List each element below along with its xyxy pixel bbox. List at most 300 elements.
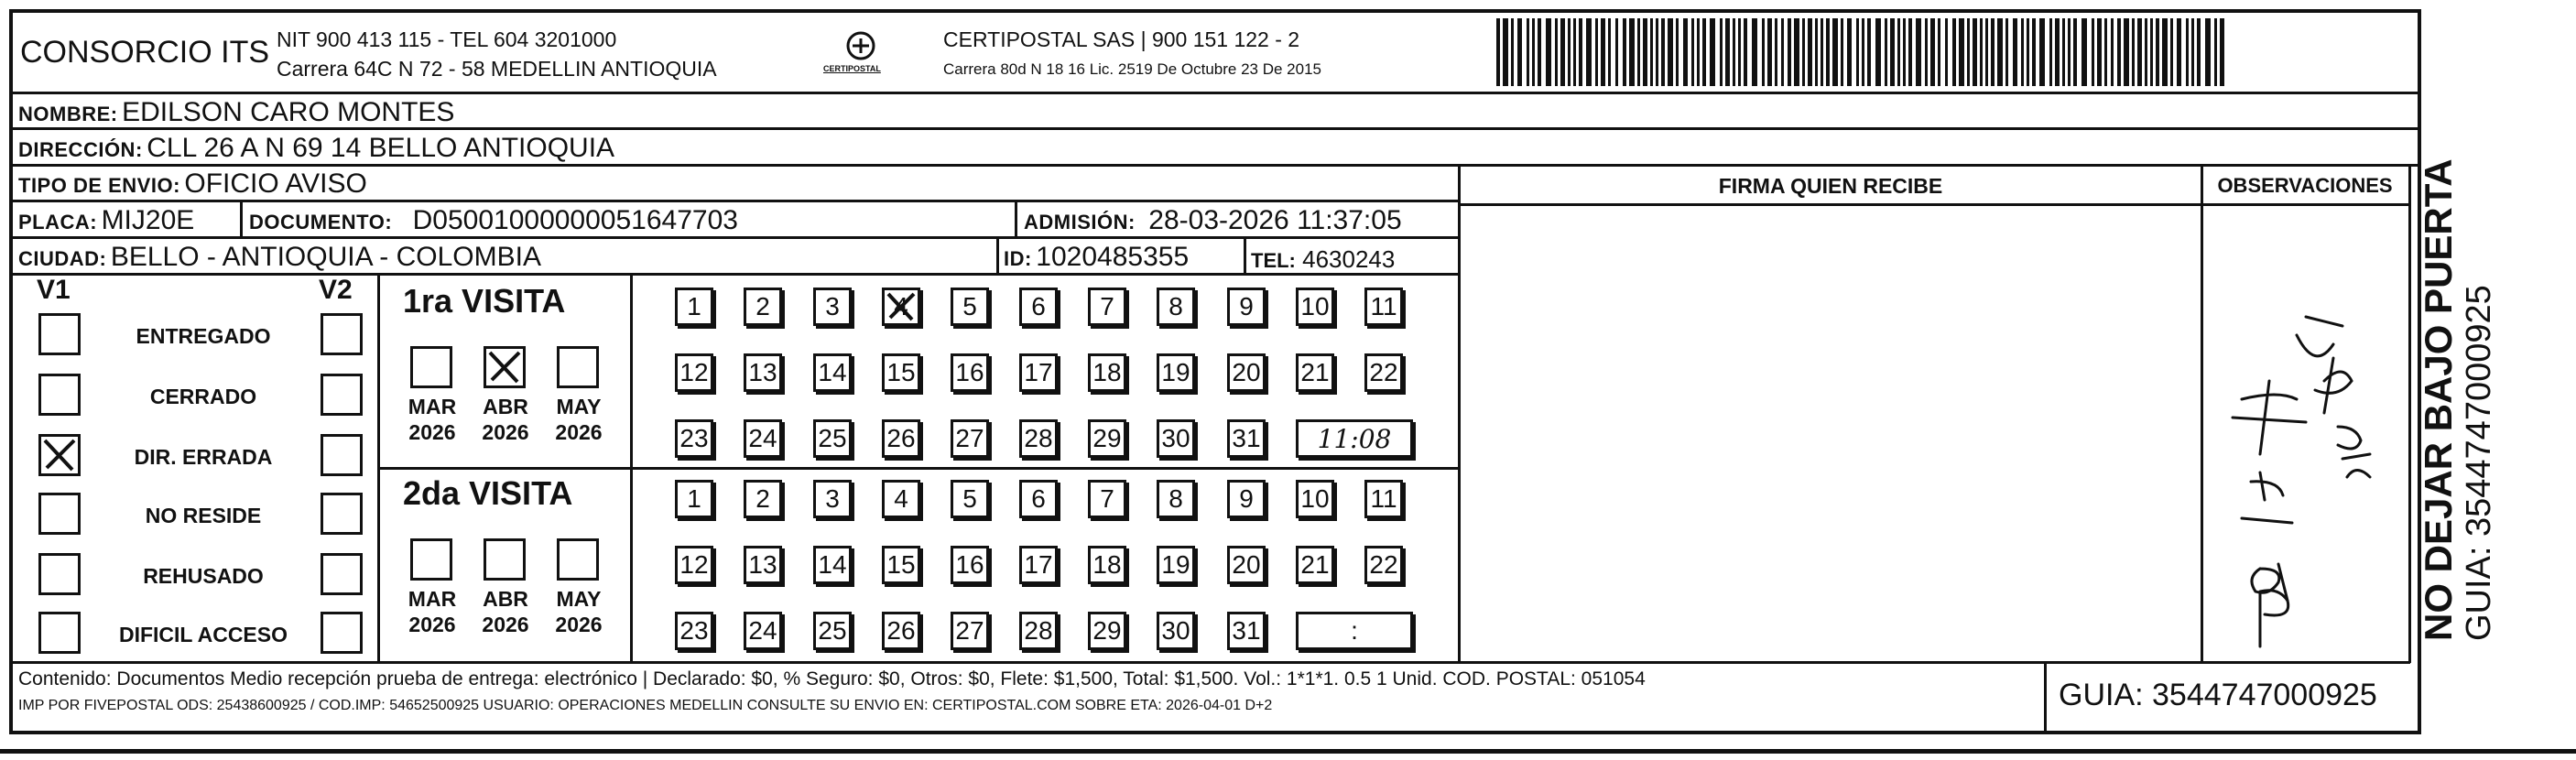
footer-line-2: IMP POR FIVEPOSTAL ODS: 25438600925 / COD.IMP: 54652500925 USUARIO: OPERACIONES MEDELLIN CONSULTE SU ENVIO EN: CERTIPOSTAL.COM SOBRE ETA: 2026-04-01 D+2 (18, 698, 1273, 713)
month-checkbox[interactable] (557, 538, 599, 581)
day-number: 8 (1168, 292, 1183, 320)
barcode-bar (1503, 18, 1508, 86)
month-year: 2026 (408, 613, 456, 636)
day-box[interactable] (882, 288, 920, 326)
barcode-bar (1573, 18, 1576, 86)
barcode-bar (2073, 18, 2077, 86)
footer-guia: GUIA: 3544747000925 (2059, 678, 2377, 712)
nombre-value: EDILSON CARO MONTES (122, 97, 455, 127)
barcode-bar (1997, 18, 2003, 86)
status-v1-checkbox[interactable] (38, 553, 81, 595)
day-box[interactable] (1019, 288, 1058, 326)
barcode-bar (1908, 18, 1912, 86)
day-box[interactable] (675, 480, 713, 518)
day-number: 27 (955, 424, 984, 452)
barcode-bar (2039, 18, 2045, 86)
day-number: 11 (1370, 484, 1397, 513)
barcode-bar (1847, 18, 1852, 86)
barcode-bar (1875, 18, 1881, 86)
barcode-bar (2177, 18, 2181, 86)
id-row (1004, 242, 1189, 273)
nombre-row (18, 97, 454, 128)
day-number: 11 (1370, 292, 1397, 320)
certipostal-line-2: Carrera 80d N 18 16 Lic. 2519 De Octubre 23 De 2015 (943, 60, 1321, 78)
month-checkbox[interactable] (557, 346, 599, 388)
day-box[interactable] (1019, 612, 1058, 650)
barcode-bar (1925, 18, 1928, 86)
day-box[interactable] (1019, 353, 1058, 392)
day-box[interactable] (813, 480, 852, 518)
day-number: 21 (1300, 550, 1330, 579)
day-box[interactable] (1227, 288, 1266, 326)
day-box[interactable] (1019, 419, 1058, 458)
barcode-bar (1945, 18, 1948, 86)
month-name: MAY (556, 395, 602, 418)
barcode-bar (1738, 18, 1741, 86)
day-number: 18 (1092, 358, 1122, 386)
barcode-bar (1794, 18, 1799, 86)
day-number: 14 (818, 550, 847, 579)
day-box[interactable] (1296, 546, 1334, 584)
day-number: 28 (1024, 616, 1053, 645)
barcode-bar (1991, 18, 1994, 86)
day-box[interactable] (882, 612, 920, 650)
day-box[interactable] (882, 546, 920, 584)
visit-separator (379, 467, 1458, 470)
day-number: 15 (886, 550, 916, 579)
day-box[interactable] (951, 353, 989, 392)
month-label (476, 394, 535, 445)
day-number: 4 (894, 292, 908, 320)
status-v2-checkbox[interactable] (321, 374, 363, 416)
day-box[interactable] (1364, 546, 1403, 584)
status-label: DIR. ERRADA (134, 445, 273, 469)
day-box[interactable] (1088, 612, 1126, 650)
day-number: 20 (1232, 550, 1261, 579)
barcode-bar (1691, 18, 1694, 86)
barcode-bar (2162, 18, 2168, 86)
rule-header (11, 92, 2419, 94)
day-box[interactable] (675, 612, 713, 650)
day-box[interactable] (1157, 612, 1195, 650)
status-v1-checkbox[interactable] (38, 434, 81, 476)
day-box[interactable] (813, 612, 852, 650)
day-number: 7 (1100, 292, 1114, 320)
barcode-bar (1546, 18, 1551, 86)
month-label (549, 394, 608, 445)
documento-value: D05001000000051647703 (412, 205, 738, 235)
side-text (2418, 92, 2498, 641)
day-number: 19 (1161, 358, 1190, 386)
day-box[interactable] (1019, 546, 1058, 584)
obs-left-border (2201, 165, 2203, 663)
ciudad-row (18, 242, 541, 273)
day-number: 1 (687, 484, 701, 513)
direccion-value: CLL 26 A N 69 14 BELLO ANTIOQUIA (147, 133, 615, 163)
barcode-bar (1629, 18, 1635, 86)
first-visit-title: 1ra VISITA (403, 282, 566, 320)
barcode-bar (1767, 18, 1772, 86)
day-number: 12 (679, 358, 709, 386)
barcode-bar (2205, 18, 2211, 86)
day-number: 6 (1031, 484, 1046, 513)
barcode (1493, 18, 2225, 86)
day-box[interactable] (813, 546, 852, 584)
barcode-bar (2186, 18, 2189, 86)
month-name: MAY (556, 587, 602, 611)
day-number: 16 (955, 550, 984, 579)
barcode-bar (1841, 18, 1843, 86)
nit-line: NIT 900 413 115 - TEL 604 3201000 (277, 27, 617, 51)
barcode-bar (1579, 18, 1582, 86)
day-box[interactable] (1296, 353, 1334, 392)
month-checkbox[interactable] (484, 538, 526, 581)
direccion-label: DIRECCIÓN: (18, 138, 143, 161)
day-box[interactable] (1088, 419, 1126, 458)
status-v2-checkbox[interactable] (321, 434, 363, 476)
status-label: CERRADO (149, 385, 257, 408)
month-name: MAR (408, 587, 457, 611)
day-box[interactable] (1364, 480, 1403, 518)
day-number: 10 (1300, 292, 1330, 320)
day-box[interactable] (1227, 546, 1266, 584)
day-box[interactable] (882, 480, 920, 518)
day-number: 21 (1300, 358, 1330, 386)
observaciones-handwriting (2205, 207, 2407, 659)
tel-value: 4630243 (1302, 245, 1396, 273)
barcode-bar (1832, 18, 1838, 86)
barcode-bar (1538, 18, 1541, 86)
admision-value: 28-03-2026 11:37:05 (1148, 205, 1402, 235)
company-name: CONSORCIO ITS (20, 35, 270, 70)
month-name: ABR (483, 395, 528, 418)
barcode-bar (1903, 18, 1906, 86)
day-number: 1 (687, 292, 701, 320)
rule-nombre (11, 127, 2419, 130)
day-box[interactable] (744, 288, 782, 326)
time-box[interactable] (1296, 419, 1413, 458)
month-label (476, 586, 535, 637)
barcode-bar (1815, 18, 1818, 86)
day-number: 30 (1161, 616, 1190, 645)
tel-row (1251, 245, 1395, 274)
barcode-bar (1650, 18, 1653, 86)
barcode-bar (2081, 18, 2087, 86)
barcode-bar (2111, 18, 2114, 86)
tipo-value: OFICIO AVISO (184, 168, 367, 199)
day-box[interactable] (951, 419, 989, 458)
barcode-bar (2132, 18, 2135, 86)
month-year: 2026 (555, 420, 603, 444)
firma-area[interactable] (1465, 207, 2198, 659)
status-label: DIFICIL ACCESO (118, 623, 288, 646)
barcode-bar (1862, 18, 1864, 86)
id-value: 1020485355 (1036, 242, 1190, 272)
day-number: 26 (886, 424, 916, 452)
day-box[interactable] (951, 480, 989, 518)
barcode-bar (1643, 18, 1647, 86)
barcode-bar (1532, 18, 1535, 86)
barcode-bar (1885, 18, 1887, 86)
day-box[interactable] (1019, 480, 1058, 518)
barcode-bar (1668, 18, 1673, 86)
barcode-bar (2013, 18, 2017, 86)
rule-id-divider (996, 237, 999, 274)
barcode-bar (2214, 18, 2217, 86)
status-label: REHUSADO (143, 564, 264, 588)
v1-label: V1 (37, 275, 71, 305)
day-box[interactable] (1088, 353, 1126, 392)
month-name: MAR (408, 395, 457, 418)
firma-left-border (1458, 165, 1461, 663)
barcode-bar (1752, 18, 1757, 86)
day-number: 8 (1168, 484, 1183, 513)
barcode-bar (1808, 18, 1812, 86)
day-number: 12 (679, 550, 709, 579)
day-number: 26 (886, 616, 916, 645)
barcode-bar (1788, 18, 1791, 86)
obs-right-border (2408, 165, 2411, 663)
day-box[interactable] (1088, 288, 1126, 326)
barcode-bar (2117, 18, 2121, 86)
day-box[interactable] (1227, 353, 1266, 392)
day-number: 29 (1092, 424, 1122, 452)
barcode-bar (1938, 18, 1940, 86)
admision-row (1024, 205, 1402, 236)
barcode-bar (1697, 18, 1700, 86)
barcode-bar (1527, 18, 1529, 86)
barcode-bar (2220, 18, 2224, 86)
day-number: 18 (1092, 550, 1122, 579)
barcode-bar (1683, 18, 1688, 86)
day-number: 24 (748, 424, 777, 452)
status-v1-checkbox[interactable] (38, 313, 81, 355)
tipo-row (18, 168, 367, 200)
day-box[interactable] (951, 612, 989, 650)
documento-row (249, 205, 738, 236)
barcode-bar (1676, 18, 1679, 86)
rule-ciudad (11, 273, 1460, 276)
footer-guia-divider (2044, 661, 2047, 733)
barcode-bar (2049, 18, 2052, 86)
status-v1-checkbox[interactable] (38, 493, 81, 535)
day-box[interactable] (675, 353, 713, 392)
day-box[interactable] (1088, 480, 1126, 518)
barcode-bar (1744, 18, 1747, 86)
rule-tel-divider (1244, 237, 1246, 274)
day-number: 2 (755, 484, 770, 513)
placa-value: MIJ20E (101, 205, 195, 235)
day-number: 30 (1161, 424, 1190, 452)
day-box[interactable] (882, 419, 920, 458)
barcode-bar (1821, 18, 1823, 86)
barcode-bar (2032, 18, 2036, 86)
x-mark-icon (486, 349, 523, 385)
day-number: 23 (679, 424, 709, 452)
day-box[interactable] (744, 353, 782, 392)
footer-line-1: Contenido: Documentos Medio recepción prueba de entrega: electrónico | Declarado: $0, % Seguro: $0, Otros: $0, Flete: $1,500, Total: $1,500. Vol.: 1*1*1. 0.5 1 Unid. COD. POSTAL: 051054 (18, 668, 1646, 689)
barcode-bar (2156, 18, 2159, 86)
ciudad-value: BELLO - ANTIOQUIA - COLOMBIA (110, 242, 541, 272)
barcode-bar (1930, 18, 1935, 86)
status-v1-checkbox[interactable] (38, 374, 81, 416)
status-label: ENTREGADO (136, 324, 271, 348)
status-v2-checkbox[interactable] (321, 612, 363, 654)
month-checkbox[interactable] (410, 346, 452, 388)
documento-label: DOCUMENTO: (249, 211, 393, 233)
day-number: 6 (1031, 292, 1046, 320)
barcode-bar (2145, 18, 2147, 86)
day-number: 27 (955, 616, 984, 645)
status-v1-checkbox[interactable] (38, 612, 81, 654)
month-label (403, 394, 462, 445)
month-year: 2026 (482, 613, 529, 636)
day-number: 19 (1161, 550, 1190, 579)
day-box[interactable] (744, 546, 782, 584)
side-guia: GUIA: 3544747000925 (2460, 285, 2498, 641)
company-address: Carrera 64C N 72 - 58 MEDELLIN ANTIOQUIA (277, 57, 717, 81)
id-label: ID: (1004, 247, 1032, 270)
rule-placa (11, 236, 1460, 239)
day-box[interactable] (1227, 419, 1266, 458)
barcode-bar (1710, 18, 1715, 86)
day-box[interactable] (1157, 288, 1195, 326)
barcode-bar (1720, 18, 1723, 86)
barcode-bar (1916, 18, 1921, 86)
barcode-bar (1623, 18, 1626, 86)
day-box[interactable] (813, 353, 852, 392)
second-visit-title: 2da VISITA (403, 474, 573, 512)
x-mark-icon (41, 437, 78, 473)
v2-label: V2 (319, 275, 353, 305)
firma-header: FIRMA QUIEN RECIBE (1718, 174, 1943, 198)
certipostal-line-1: CERTIPOSTAL SAS | 900 151 122 - 2 (943, 27, 1300, 51)
barcode-bar (1560, 18, 1565, 86)
day-box[interactable] (675, 546, 713, 584)
day-number: 9 (1239, 484, 1254, 513)
barcode-bar (2197, 18, 2201, 86)
barcode-bar (2055, 18, 2060, 86)
day-box[interactable] (744, 612, 782, 650)
placa-row (18, 205, 194, 236)
day-box[interactable] (675, 288, 713, 326)
barcode-bar (2097, 18, 2102, 86)
barcode-bar (1586, 18, 1592, 86)
day-number: 9 (1239, 292, 1254, 320)
barcode-bar (1781, 18, 1784, 86)
day-box[interactable] (744, 480, 782, 518)
barcode-bar (2068, 18, 2071, 86)
month-checkbox[interactable] (484, 346, 526, 388)
day-box[interactable] (882, 353, 920, 392)
day-number: 4 (894, 484, 908, 513)
barcode-bar (1867, 18, 1871, 86)
day-number: 23 (679, 616, 709, 645)
admision-label: ADMISIÓN: (1024, 211, 1136, 233)
placa-label: PLACA: (18, 211, 98, 233)
day-box[interactable] (1157, 480, 1195, 518)
barcode-bar (1661, 18, 1665, 86)
day-number: 10 (1300, 484, 1330, 513)
day-number: 24 (748, 616, 777, 645)
rule-footer (11, 661, 2410, 664)
day-number: 25 (818, 616, 847, 645)
month-year: 2026 (482, 420, 529, 444)
barcode-bar (2021, 18, 2024, 86)
month-label (403, 586, 462, 637)
day-box[interactable] (951, 288, 989, 326)
bottom-rule (0, 749, 2576, 754)
time-box[interactable] (1296, 612, 1413, 650)
day-number: 13 (748, 550, 777, 579)
tipo-label: TIPO DE ENVIO: (18, 174, 180, 197)
barcode-bar (1973, 18, 1977, 86)
time-value: 11:08 (1317, 423, 1392, 454)
day-number: 5 (962, 484, 977, 513)
day-box[interactable] (1088, 546, 1126, 584)
barcode-bar (1952, 18, 1956, 86)
day-box[interactable] (1364, 353, 1403, 392)
barcode-bar (1725, 18, 1730, 86)
barcode-bar (1595, 18, 1598, 86)
direccion-row (18, 133, 614, 164)
barcode-bar (1656, 18, 1658, 86)
day-number: 25 (818, 424, 847, 452)
day-box[interactable] (813, 288, 852, 326)
barcode-bar (1568, 18, 1571, 86)
day-box[interactable] (1157, 419, 1195, 458)
barcode-bar (1775, 18, 1777, 86)
day-box[interactable] (744, 419, 782, 458)
status-v2-checkbox[interactable] (321, 553, 363, 595)
barcode-bar (1980, 18, 1983, 86)
day-box[interactable] (1296, 480, 1334, 518)
day-box[interactable] (1364, 288, 1403, 326)
barcode-bar (1601, 18, 1605, 86)
barcode-bar (1856, 18, 1859, 86)
barcode-bar (1555, 18, 1558, 86)
day-box[interactable] (813, 419, 852, 458)
barcode-bar (1959, 18, 1964, 86)
month-label (549, 586, 608, 637)
barcode-bar (1637, 18, 1640, 86)
barcode-bar (2104, 18, 2107, 86)
day-number: 20 (1232, 358, 1261, 386)
day-box[interactable] (1157, 546, 1195, 584)
status-v2-checkbox[interactable] (321, 493, 363, 535)
day-number: 3 (825, 484, 840, 513)
day-number: 31 (1232, 616, 1261, 645)
day-number: 3 (825, 292, 840, 320)
certipostal-logo-text: CERTIPOSTAL (823, 64, 881, 73)
day-box[interactable] (951, 546, 989, 584)
rule-direccion (11, 164, 2419, 167)
day-number: 7 (1100, 484, 1114, 513)
status-v2-checkbox[interactable] (321, 313, 363, 355)
day-box[interactable] (675, 419, 713, 458)
month-year: 2026 (555, 613, 603, 636)
barcode-bar (1826, 18, 1830, 86)
day-box[interactable] (1157, 353, 1195, 392)
nombre-label: NOMBRE: (18, 103, 118, 125)
ciudad-label: CIUDAD: (18, 247, 107, 270)
day-number: 13 (748, 358, 777, 386)
day-box[interactable] (1227, 612, 1266, 650)
day-box[interactable] (1296, 288, 1334, 326)
barcode-bar (2191, 18, 2194, 86)
month-checkbox[interactable] (410, 538, 452, 581)
day-box[interactable] (1227, 480, 1266, 518)
